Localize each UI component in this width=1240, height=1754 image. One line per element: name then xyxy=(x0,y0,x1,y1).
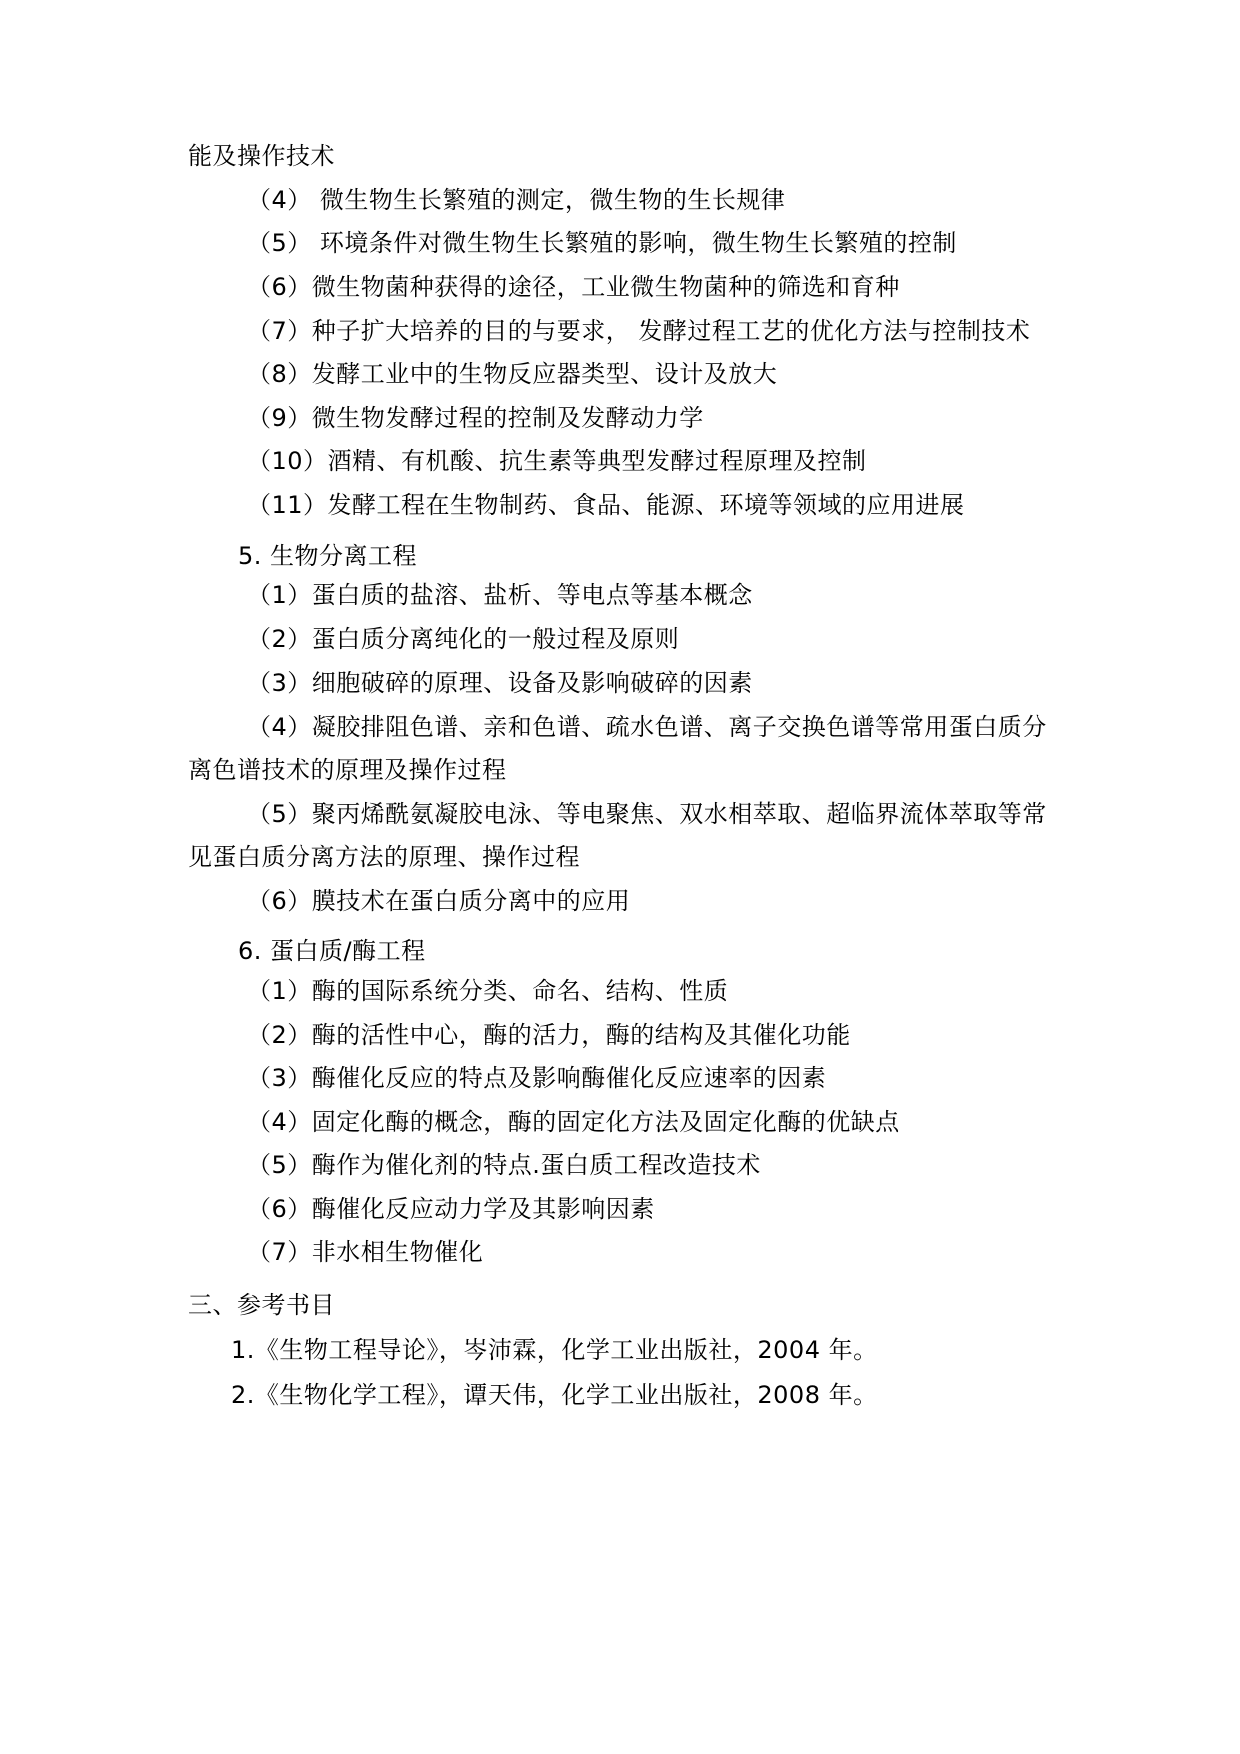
list-item: （5）酶作为催化剂的特点.蛋白质工程改造技术 xyxy=(247,1151,761,1179)
paragraph-continuation: 能及操作技术 xyxy=(188,142,335,170)
section-heading-protein-enzyme: 6. 蛋白质/酶工程 xyxy=(238,937,426,965)
list-item: （6）酶催化反应动力学及其影响因素 xyxy=(247,1195,655,1223)
references-heading: 三、参考书目 xyxy=(188,1291,335,1319)
list-item: （9）微生物发酵过程的控制及发酵动力学 xyxy=(247,404,704,432)
list-item-continuation: 见蛋白质分离方法的原理、操作过程 xyxy=(188,843,580,871)
reference-item: 2.《生物化学工程》，谭天伟，化学工业出版社，2008 年。 xyxy=(231,1381,878,1409)
list-item: （2）酶的活性中心，酶的活力，酶的结构及其催化功能 xyxy=(247,1021,851,1049)
list-item: （6）微生物菌种获得的途径，工业微生物菌种的筛选和育种 xyxy=(247,273,900,301)
list-item: （10）酒精、有机酸、抗生素等典型发酵过程原理及控制 xyxy=(247,447,867,475)
list-item: （11）发酵工程在生物制药、食品、能源、环境等领域的应用进展 xyxy=(247,491,965,519)
list-item: （4） 微生物生长繁殖的测定，微生物的生长规律 xyxy=(247,186,786,214)
list-item-continuation: 离色谱技术的原理及操作过程 xyxy=(188,756,507,784)
list-item: （7）种子扩大培养的目的与要求， 发酵过程工艺的优化方法与控制技术 xyxy=(247,317,1031,345)
list-item: （4）凝胶排阻色谱、亲和色谱、疏水色谱、离子交换色谱等常用蛋白质分 xyxy=(247,713,1047,741)
list-item: （3）酶催化反应的特点及影响酶催化反应速率的因素 xyxy=(247,1064,827,1092)
list-item: （5） 环境条件对微生物生长繁殖的影响，微生物生长繁殖的控制 xyxy=(247,229,957,257)
list-item: （2）蛋白质分离纯化的一般过程及原则 xyxy=(247,625,680,653)
list-item: （3）细胞破碎的原理、设备及影响破碎的因素 xyxy=(247,669,753,697)
list-item: （6）膜技术在蛋白质分离中的应用 xyxy=(247,887,631,915)
reference-item: 1.《生物工程导论》，岑沛霖，化学工业出版社，2004 年。 xyxy=(231,1336,878,1364)
list-item: （1）酶的国际系统分类、命名、结构、性质 xyxy=(247,977,729,1005)
list-item: （7）非水相生物催化 xyxy=(247,1238,484,1266)
section-heading-bioseparation: 5. 生物分离工程 xyxy=(238,542,418,570)
list-item: （4）固定化酶的概念，酶的固定化方法及固定化酶的优缺点 xyxy=(247,1108,900,1136)
list-item: （8）发酵工业中的生物反应器类型、设计及放大 xyxy=(247,360,778,388)
list-item: （5）聚丙烯酰氨凝胶电泳、等电聚焦、双水相萃取、超临界流体萃取等常 xyxy=(247,800,1047,828)
list-item: （1）蛋白质的盐溶、盐析、等电点等基本概念 xyxy=(247,581,753,609)
